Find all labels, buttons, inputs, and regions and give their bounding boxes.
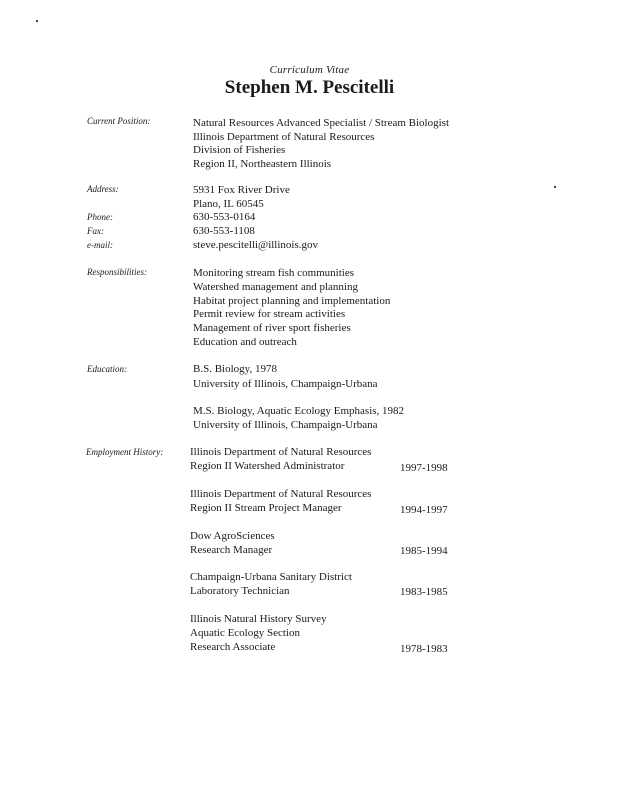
employment-title: Region II Watershed Administrator bbox=[190, 460, 345, 472]
education-school: University of Illinois, Champaign-Urbana bbox=[193, 378, 378, 390]
education-degree: M.S. Biology, Aquatic Ecology Emphasis, 1982 bbox=[193, 405, 405, 417]
employment-org: Illinois Natural History Survey bbox=[190, 613, 327, 625]
employment-years: 1994-1997 bbox=[400, 504, 448, 516]
employment-title: Laboratory Technician bbox=[190, 585, 290, 597]
person-name: Stephen M. Pescitelli bbox=[224, 77, 395, 98]
responsibility-item: Watershed management and planning bbox=[193, 281, 358, 293]
current-position-line: Region II, Northeastern Illinois bbox=[193, 158, 332, 170]
current-position-line: Illinois Department of Natural Resources bbox=[193, 131, 375, 143]
responsibility-item: Permit review for stream activities bbox=[193, 308, 346, 320]
phone-label: Phone: bbox=[87, 212, 113, 222]
employment-years: 1997-1998 bbox=[400, 462, 448, 474]
employment-years: 1978-1983 bbox=[400, 643, 448, 655]
current-position-line: Natural Resources Advanced Specialist / Stream Biologist bbox=[193, 117, 450, 129]
education-degree: B.S. Biology, 1978 bbox=[193, 363, 277, 375]
responsibilities-label: Responsibilities: bbox=[87, 267, 147, 277]
fax-label: Fax: bbox=[87, 226, 104, 236]
employment-org: Illinois Department of Natural Resources bbox=[190, 488, 372, 500]
employment-years: 1983-1985 bbox=[400, 586, 448, 598]
address-label: Address: bbox=[87, 184, 119, 194]
scan-speck bbox=[554, 186, 556, 188]
responsibility-item: Habitat project planning and implementation bbox=[193, 295, 391, 307]
current-position-line: Division of Fisheries bbox=[193, 144, 286, 156]
employment-years: 1985-1994 bbox=[400, 545, 448, 557]
address-line: Plano, IL 60545 bbox=[193, 198, 264, 210]
current-position-label: Current Position: bbox=[87, 116, 151, 126]
education-label: Education: bbox=[87, 364, 127, 374]
employment-title: Research Manager bbox=[190, 544, 273, 556]
address-line: 5931 Fox River Drive bbox=[193, 184, 290, 196]
employment-org: Dow AgroSciences bbox=[190, 530, 275, 542]
document-title: Curriculum Vitae bbox=[269, 64, 350, 76]
employment-org: Illinois Department of Natural Resources bbox=[190, 446, 372, 458]
employment-title: Region II Stream Project Manager bbox=[190, 502, 342, 514]
responsibility-item: Monitoring stream fish communities bbox=[193, 267, 355, 279]
employment-label: Employment History: bbox=[86, 447, 164, 457]
responsibility-item: Management of river sport fisheries bbox=[193, 322, 351, 334]
email-link[interactable]: steve.pescitelli@illinois.gov bbox=[193, 239, 319, 251]
phone-value: 630-553-0164 bbox=[193, 211, 256, 223]
responsibility-item: Education and outreach bbox=[193, 336, 297, 348]
education-school: University of Illinois, Champaign-Urbana bbox=[193, 419, 378, 431]
fax-value: 630-553-1108 bbox=[193, 225, 255, 237]
email-label: e-mail: bbox=[87, 240, 113, 250]
employment-org: Champaign-Urbana Sanitary District bbox=[190, 571, 352, 583]
employment-unit: Aquatic Ecology Section bbox=[190, 627, 300, 639]
scan-speck bbox=[36, 20, 38, 22]
employment-title: Research Associate bbox=[190, 641, 276, 653]
